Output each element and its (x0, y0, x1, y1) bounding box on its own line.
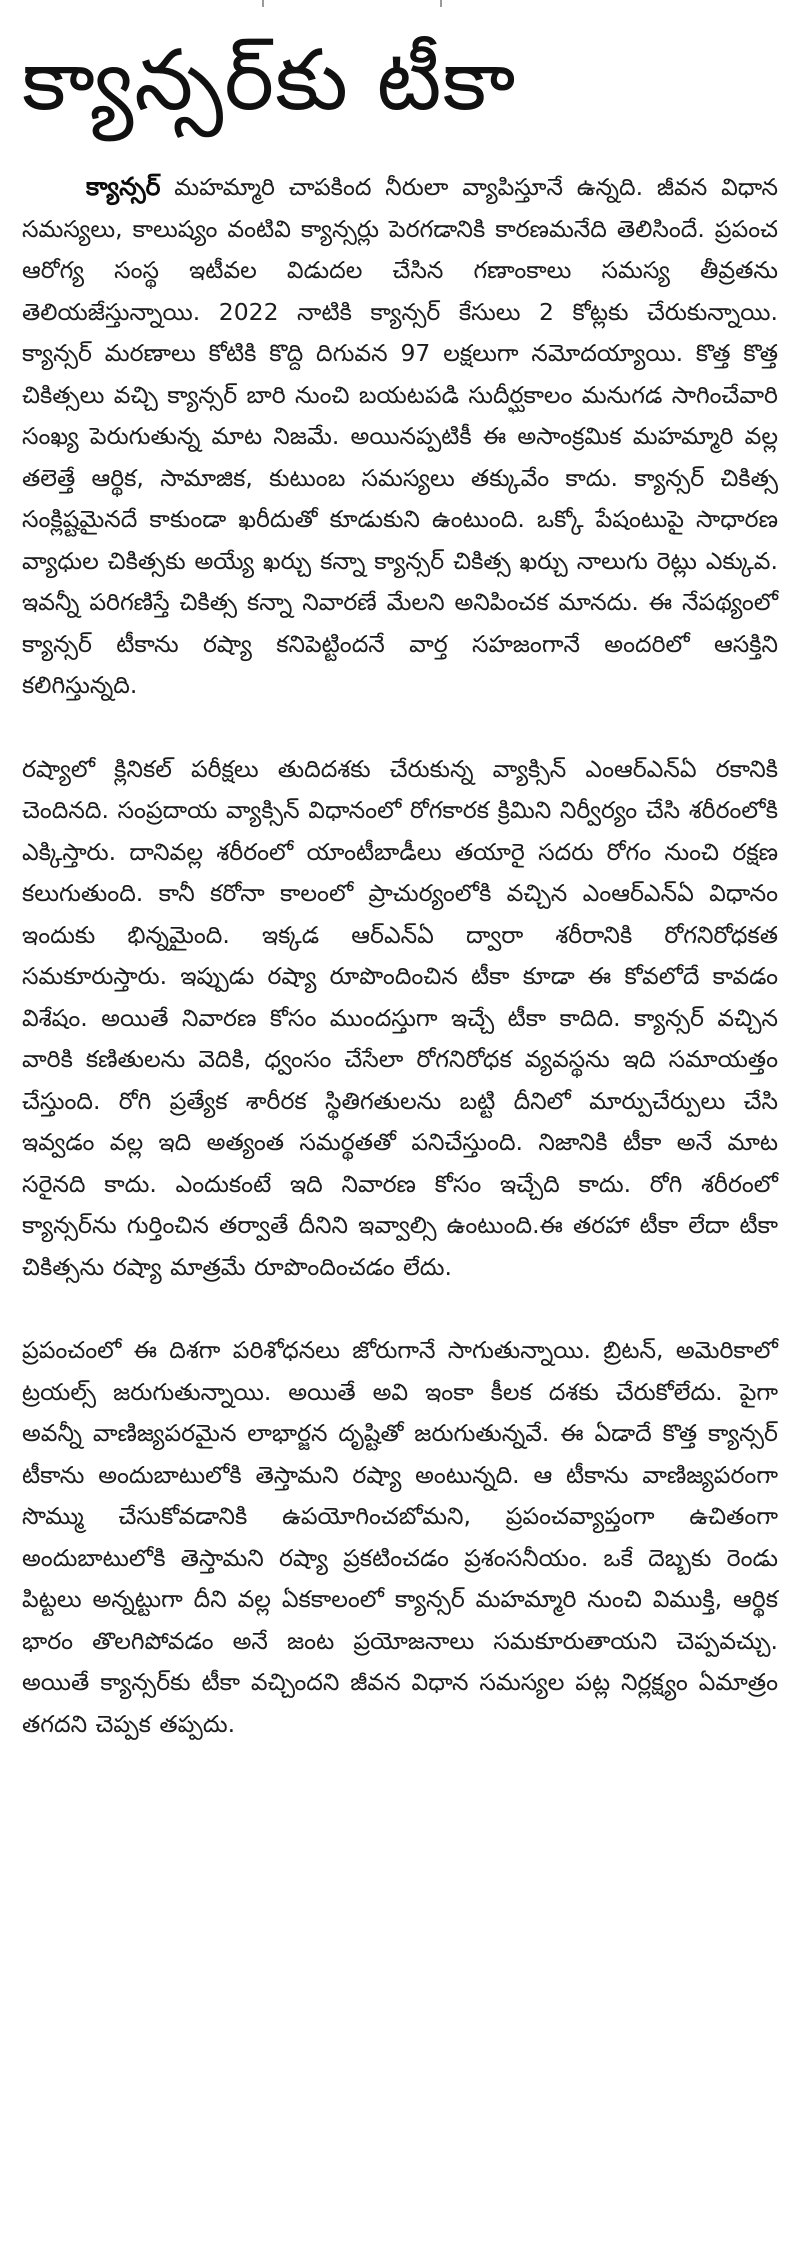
paragraph-2: రష్యాలో క్లినికల్ పరీక్షలు తుదిదశకు చేరుకున్న వ్యాక్సిన్ ఎంఆర్ఎన్ఏ రకానికి చెందినది. సంప్రదాయ వ్యాక్సిన్ విధానంలో రోగకారక క్రిమిని నిర్వీర్యం చేసి శరీరంలోకి ఎక్కిస్తారు. దానివల్ల శరీరంలో యాంటీబాడీలు తయారై సదరు రోగం నుంచి రక్షణ కలుగుతుంది. కానీ కరోనా కాలంలో ప్రాచుర్యంలోకి వచ్చిన ఎంఆర్ఎన్ఏ విధానం ఇందుకు భిన్నమైంది. ఇక్కడ ఆర్ఎన్ఏ ద్వారా శరీరానికి రోగనిరోధకత సమకూరుస్తారు. ఇప్పుడు రష్యా రూపొందించిన టీకా కూడా ఈ కోవలోదే కావడం విశేషం. అయితే నివారణ కోసం ముందస్తుగా ఇచ్చే టీకా కాదిది. క్యాన్సర్ వచ్చిన వారికి కణితులను వెదికి, ధ్వంసం చేసేలా రోగనిరోధక వ్యవస్థను ఇది సమాయత్తం చేస్తుంది. రోగి ప్రత్యేక శారీరక స్థితిగతులను బట్టి దీనిలో మార్పుచేర్పులు చేసి ఇవ్వడం వల్ల ఇది అత్యంత సమర్థతతో పనిచేస్తుంది. నిజానికి టీకా అనే మాట సరైనది కాదు. ఎందుకంటే ఇది నివారణ కోసం ఇచ్చేది కాదు. రోగి శరీరంలో క్యాన్సర్‌ను గుర్తించిన తర్వాతే దీనిని ఇవ్వాల్సి ఉంటుంది.ఈ తరహా టీకా లేదా టీకా చికిత్సను రష్యా మాత్రమే రూపొందించడం లేదు. (22, 754, 778, 1281)
edge-tick (262, 0, 264, 7)
paragraph-3: ప్రపంచంలో ఈ దిశగా పరిశోధనలు జోరుగానే సాగుతున్నాయి. బ్రిటన్, అమెరికాలో ట్రయల్స్ జరుగుతున్నాయి. అయితే అవి ఇంకా కీలక దశకు చేరుకోలేదు. పైగా అవన్నీ వాణిజ్యపరమైన లాభార్జన దృష్టితో జరుగుతున్నవే. ఈ ఏడాదే కొత్త క్యాన్సర్ టీకాను అందుబాటులోకి తెస్తామని రష్యా అంటున్నది. ఆ టీకాను వాణిజ్యపరంగా సొమ్ము చేసుకోవడానికి ఉపయోగించబోమని, ప్రపంచవ్యాప్తంగా ఉచితంగా అందుబాటులోకి తెస్తామని రష్యా ప్రకటించడం ప్రశంసనీయం. ఒకే దెబ్బకు రెండు పిట్టలు అన్నట్టుగా దీని వల్ల ఏకకాలంలో క్యాన్సర్ మహమ్మారి నుంచి విముక్తి, ఆర్థిక భారం తొలగిపోవడం అనే జంట ప్రయోజనాలు సమకూరుతాయని చెప్పవచ్చు. అయితే క్యాన్సర్‌కు టీకా వచ్చిందని జీవన విధాన సమస్యల పట్ల నిర్లక్ష్యం ఏమాత్రం తగదని చెప్పక తప్పదు. (22, 1336, 778, 1738)
article-body (22, 166, 778, 1745)
paragraph-1 (22, 166, 778, 707)
headline: క్యాన్సర్‌కు టీకా (22, 31, 517, 129)
paragraph-1-text: మహమ్మారి చాపకింద నీరులా వ్యాపిస్తూనే ఉన్నది. జీవన విధాన సమస్యలు, కాలుష్యం వంటివి క్యాన్సర్లు పెరగడానికి కారణమనేది తెలిసిందే. ప్రపంచ ఆరోగ్య సంస్థ ఇటీవల విడుదల చేసిన గణాంకాలు సమస్య తీవ్రతను తెలియజేస్తున్నాయి. 2022 నాటికి క్యాన్సర్ కేసులు 2 కోట్లకు చేరుకున్నాయి. క్యాన్సర్ మరణాలు కోటికి కొద్ది దిగువన 97 లక్షలుగా నమోదయ్యాయి. కొత్త కొత్త చికిత్సలు వచ్చి క్యాన్సర్ బారి నుంచి బయటపడి సుదీర్ఘకాలం మనుగడ సాగించేవారి సంఖ్య పెరుగుతున్న మాట నిజమే. అయినప్పటికీ ఈ అసాంక్రమిక మహమ్మారి వల్ల తలెత్తే ఆర్థిక, సామాజిక, కుటుంబ సమస్యలు తక్కువేం కాదు. క్యాన్సర్ చికిత్స సంక్లిష్టమైనదే కాకుండా ఖరీదుతో కూడుకుని ఉంటుంది. ఒక్కో పేషంటుపై సాధారణ వ్యాధుల చికిత్సకు అయ్యే ఖర్చు కన్నా క్యాన్సర్ చికిత్స ఖర్చు నాలుగు రెట్లు ఎక్కువ. ఇవన్నీ పరిగణిస్తే చికిత్స కన్నా నివారణే మేలని అనిపించక మానదు. ఈ నేపథ్యంలో క్యాన్సర్ టీకాను రష్యా కనిపెట్టిందనే వార్త సహజంగానే అందరిలో ఆసక్తిని కలిగిస్తున్నది. (22, 173, 778, 699)
edge-tick (440, 0, 442, 7)
lead-word: క్యాన్సర్ (86, 172, 161, 201)
top-edge-marks (0, 0, 800, 8)
